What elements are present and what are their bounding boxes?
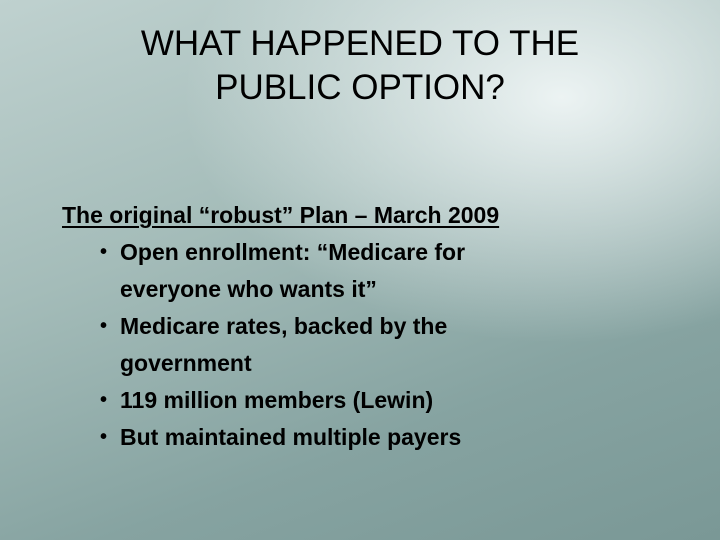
bullet-icon: • xyxy=(100,315,108,337)
section-heading: The original “robust” Plan – March 2009 xyxy=(62,202,500,228)
bullet-item xyxy=(62,308,682,382)
slide-title xyxy=(60,22,660,110)
slide-title-line-1: WHAT HAPPENED TO THE xyxy=(140,24,580,63)
slide-title-line-2: PUBLIC OPTION? xyxy=(215,68,505,107)
bullet-item xyxy=(62,234,682,308)
bullet-text: But maintained multiple payers xyxy=(120,424,462,450)
bullet-list xyxy=(62,234,682,456)
bullet-icon: • xyxy=(100,426,108,448)
bullet-icon: • xyxy=(100,241,108,263)
bullet-item xyxy=(62,419,682,456)
bullet-text: Open enrollment: “Medicare for everyone who wants it” xyxy=(120,239,466,302)
bullet-text: Medicare rates, backed by the government xyxy=(120,313,448,376)
bullet-text: 119 million members (Lewin) xyxy=(120,387,434,413)
bullet-icon: • xyxy=(100,389,108,411)
bullet-item xyxy=(62,382,682,419)
slide-body xyxy=(62,196,682,456)
